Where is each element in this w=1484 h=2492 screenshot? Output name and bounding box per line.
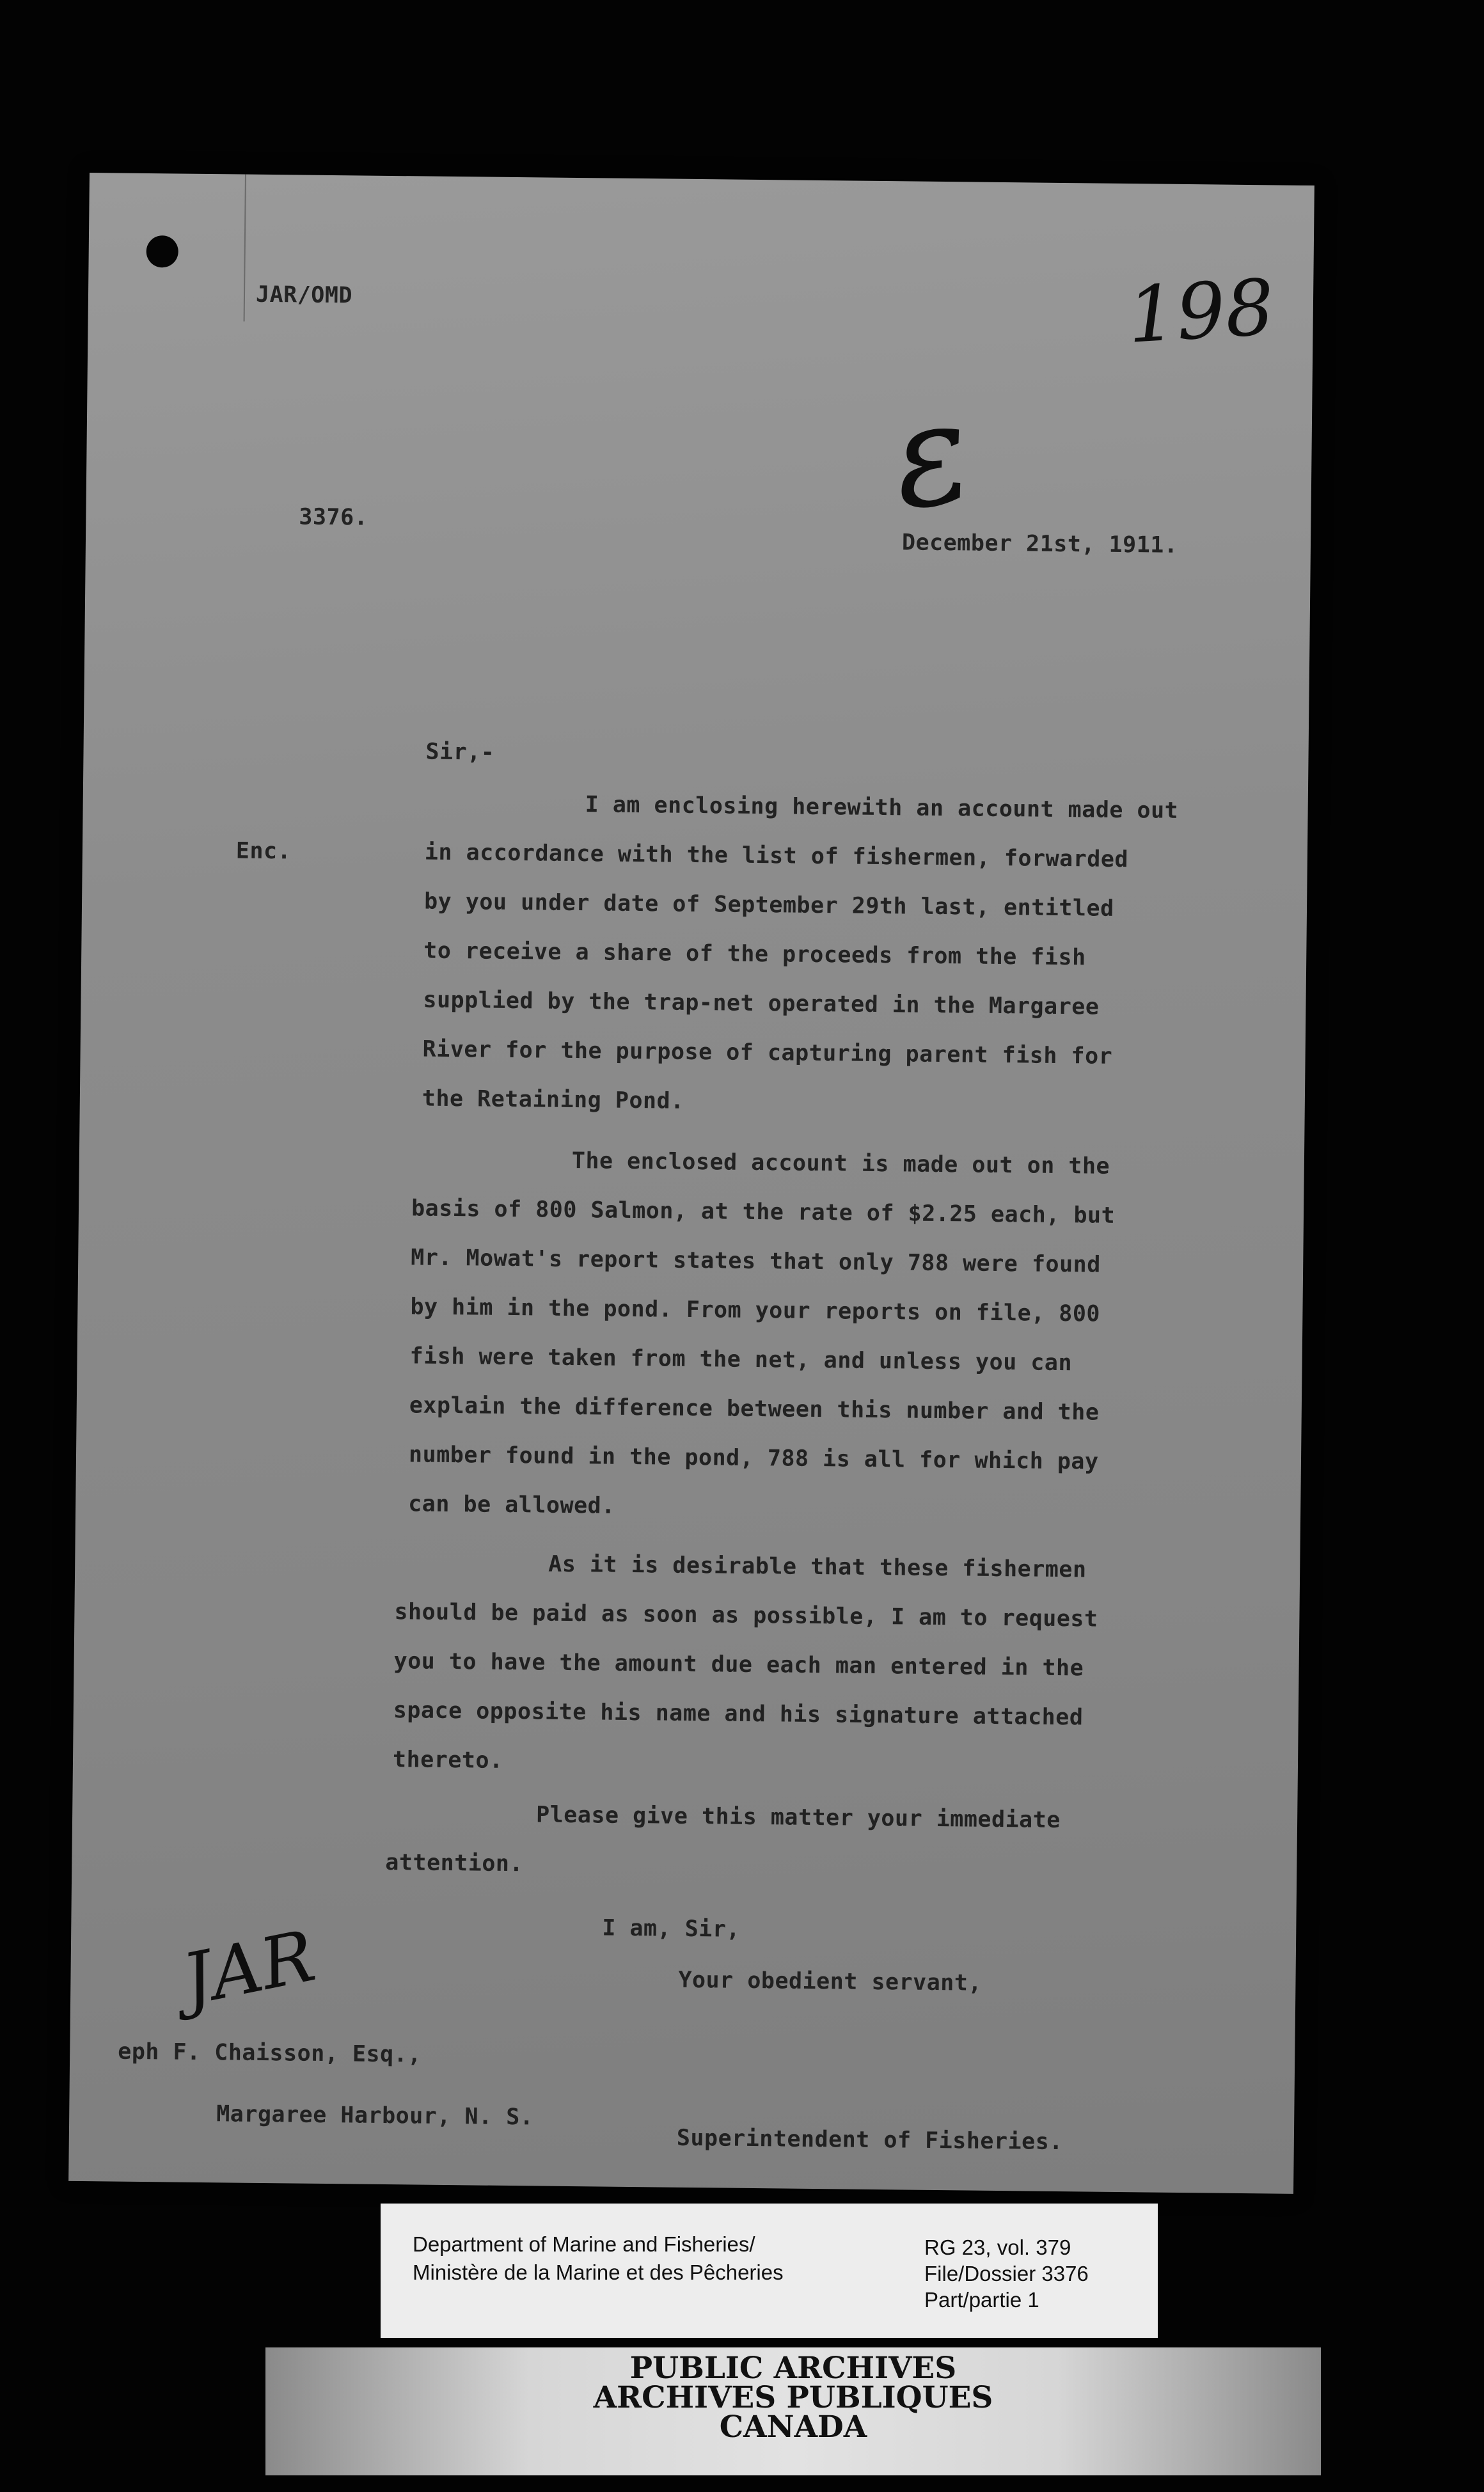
record-reference <box>924 2234 1089 2313</box>
salutation: Sir,- <box>425 739 495 766</box>
addressee-place: Margaree Harbour, N. S. <box>216 2101 534 2131</box>
record-group: RG 23, vol. 379 <box>924 2236 1071 2259</box>
department-names <box>413 2230 784 2287</box>
body-line: explain the difference between this number and the <box>409 1392 1100 1426</box>
body-line: can be allowed. <box>408 1491 616 1519</box>
archives-stamp-line: PUBLIC ARCHIVES <box>629 2351 957 2386</box>
reference-code: JAR/OMD <box>255 281 353 309</box>
file-number: 3376. <box>299 504 368 531</box>
body-line: in accordance with the list of fishermen, forwarded <box>424 839 1129 873</box>
archives-band <box>265 2347 1321 2475</box>
department-french: Ministère de la Marine et des Pêcheries <box>413 2260 784 2284</box>
body-line: you to have the amount due each man entered in the <box>393 1648 1084 1682</box>
body-line: by him in the pond. From your reports on file, 800 <box>410 1294 1101 1327</box>
handwritten-mark: ε <box>880 368 981 542</box>
part-partie: Part/partie 1 <box>924 2288 1039 2312</box>
body-line: Mr. Mowat's report states that only 788 were found <box>411 1245 1101 1278</box>
body-line: As it is desirable that these fishermen <box>548 1551 1087 1583</box>
public-archives-stamp <box>265 2351 1321 2445</box>
body-line: by you under date of September 29th last, entitled <box>423 888 1114 922</box>
archive-reference-label <box>381 2204 1158 2338</box>
body-line: The enclosed account is made out on the <box>571 1147 1110 1179</box>
signatory-title: Superintendent of Fisheries. <box>676 2125 1064 2156</box>
body-line: Please give this matter your immediate <box>535 1802 1061 1834</box>
body-line: should be paid as soon as possible, I am to request <box>394 1599 1098 1632</box>
addressee-name: eph F. Chaisson, Esq., <box>118 2039 422 2068</box>
body-line: the Retaining Pond. <box>422 1085 684 1114</box>
handwritten-initials: JAR <box>176 1914 322 2021</box>
page-fold-line <box>244 175 246 322</box>
body-line: River for the purpose of capturing parent fish for <box>422 1036 1113 1069</box>
letter-date: December 21st, 1911. <box>901 530 1178 558</box>
punch-hole <box>146 235 178 268</box>
body-line: attention. <box>385 1849 524 1877</box>
body-line: space opposite his name and his signature attached <box>393 1698 1084 1731</box>
closing-line: I am, Sir, <box>602 1915 741 1943</box>
body-line: I am enclosing herewith an account made out <box>585 792 1179 824</box>
department-english: Department of Marine and Fisheries/ <box>413 2232 755 2256</box>
enclosure-note: Enc. <box>235 838 292 865</box>
body-line: supplied by the trap-net operated in the Margaree <box>423 987 1100 1020</box>
letter-page <box>68 173 1314 2194</box>
closing-line: Your obedient servant, <box>678 1967 983 1996</box>
body-line: thereto. <box>392 1747 503 1774</box>
body-line: basis of 800 Salmon, at the rate of $2.25 each, but <box>411 1195 1116 1229</box>
body-line: fish were taken from the net, and unless you can <box>409 1343 1073 1376</box>
archives-stamp-line: CANADA <box>719 2409 867 2445</box>
body-line: number found in the pond, 788 is all for which pay <box>408 1442 1099 1475</box>
handwritten-folio-number: 198 <box>1125 263 1277 361</box>
body-line: to receive a share of the proceeds from the fish <box>423 938 1086 971</box>
file-dossier: File/Dossier 3376 <box>924 2262 1089 2285</box>
archives-stamp-line: ARCHIVES PUBLIQUES <box>593 2380 993 2415</box>
